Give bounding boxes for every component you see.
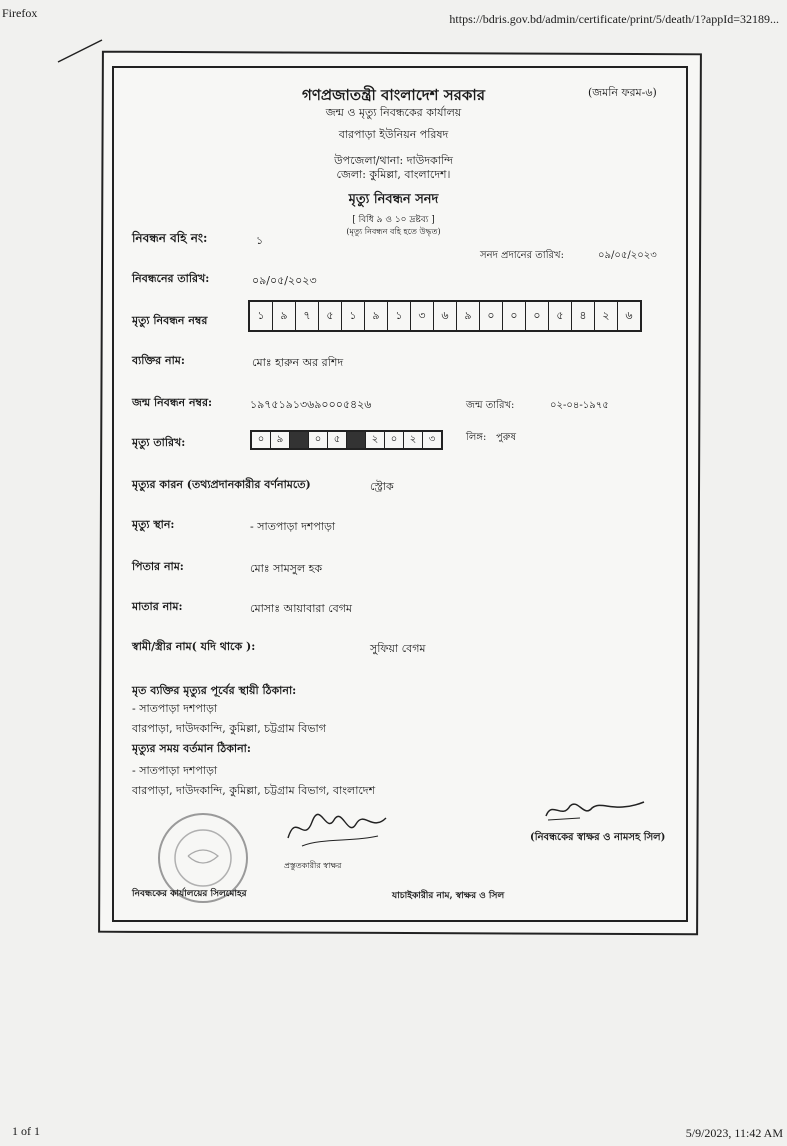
death-date-label: মৃত্যু তারিখ: <box>132 436 186 449</box>
office-name: জন্ম ও মৃত্যু নিবন্ধকের কার্যালয় <box>325 106 462 119</box>
reg-digit-cell: ০ <box>526 302 549 330</box>
reg-digit-cell: ১ <box>250 302 273 330</box>
verifier-caption: যাচাইকারীর নাম, স্বাক্ষর ও সিল <box>392 891 505 901</box>
perm-address-line2: বারপাড়া, দাউদকান্দি, কুমিল্লা, চট্টগ্রাম বিভাগ <box>132 722 326 735</box>
death-date-cell: ০ <box>385 432 404 448</box>
mother-label: মাতার নাম: <box>132 600 183 613</box>
print-timestamp: 5/9/2023, 11:42 AM <box>685 1126 783 1140</box>
death-reg-no-label: মৃত্যু নিবন্ধন নম্বর <box>132 314 208 327</box>
reg-digit-cell: ৭ <box>296 302 319 330</box>
pen-stroke-mark <box>56 38 104 64</box>
name-value: মোঃ হারুন অর রশিদ <box>252 356 344 369</box>
death-date-cell: ০ <box>252 432 271 448</box>
reg-digit-cell: ৯ <box>457 302 480 330</box>
district-line: জেলা: কুমিল্লা, বাংলাদেশ। <box>336 168 451 181</box>
dob-value: ০২-০৪-১৯৭৫ <box>550 400 609 411</box>
reg-digit-cell: ৬ <box>625 308 633 322</box>
book-no-label: নিবন্ধন বহি নং: <box>132 231 208 245</box>
death-date-cell <box>290 432 309 448</box>
mother-value: মোসাঃ আয়াবারা বেগম <box>250 602 353 615</box>
seal-caption: নিবন্ধকের কার্যালয়ের সিলমোহর <box>132 889 247 899</box>
dob-label: জন্ম তারিখ: <box>466 400 515 411</box>
reg-date-value: ০৯/০৫/২০২৩ <box>252 274 317 287</box>
spouse-value: সুফিয়া বেগম <box>370 642 426 655</box>
place-label: মৃত্যু স্থান: <box>132 518 175 531</box>
reg-digit-cell: ৯ <box>365 302 388 330</box>
death-date-boxes <box>250 430 443 450</box>
page-url: https://bdris.gov.bd/admin/certificate/print/5/death/1?appId=32189... <box>449 12 779 26</box>
reg-digit-cell: ৯ <box>273 302 296 330</box>
current-address-line2: বারপাড়া, দাউদকান্দি, কুমিল্লা, চট্টগ্রাম বিভাগ, বাংলাদেশ <box>132 784 376 797</box>
perm-address-line1: - সাতপাড়া দশপাড়া <box>132 702 218 715</box>
reg-digit-cell: ০ <box>503 302 526 330</box>
place-value: - সাতপাড়া দশপাড়া <box>250 520 336 533</box>
sex-label: লিঙ্গ: <box>466 432 487 443</box>
current-address-line1: - সাতপাড়া দশপাড়া <box>132 764 218 777</box>
page-count: 1 of 1 <box>12 1124 40 1138</box>
upazila-line: উপজেলা/থানা: দাউদকান্দি <box>334 154 453 167</box>
form-number: (জমনি ফরম-৬) <box>588 86 657 99</box>
reg-digit-cell: ০ <box>480 302 503 330</box>
certificate-heading: মৃত্যু নিবন্ধন সনদ <box>348 192 439 207</box>
reg-digit-cell: ২ <box>595 302 618 330</box>
registrar-signature <box>540 796 650 826</box>
union-name: বারপাড়া ইউনিয়ন পরিষদ <box>338 128 449 141</box>
issue-date-value: ০৯/০৫/২০২৩ <box>598 250 657 261</box>
death-reg-no-boxes <box>248 300 642 332</box>
father-label: পিতার নাম: <box>132 560 184 573</box>
reg-digit-cell: ৪ <box>572 302 595 330</box>
preparer-signature <box>282 808 392 852</box>
government-title: গণপ্রজাতন্ত্রী বাংলাদেশ সরকার <box>302 86 485 104</box>
birth-reg-value: ১৯৭৫১৯১৩৬৯০০০৫৪২৬ <box>250 398 372 411</box>
name-label: ব্যক্তির নাম: <box>132 354 185 367</box>
death-date-cell: ৫ <box>328 432 347 448</box>
current-address-label: মৃত্যুর সময় বর্তমান ঠিকানা: <box>132 742 251 755</box>
cause-value: স্ট্রোক <box>370 480 394 493</box>
book-note: (মৃত্যু নিবন্ধন বহি হতে উদ্ধৃত) <box>346 227 441 236</box>
death-date-cell: ০ <box>309 432 328 448</box>
reg-digit-cell: ৬ <box>434 302 457 330</box>
sex-value: পুরুষ <box>496 432 516 443</box>
birth-reg-label: জন্ম নিবন্ধন নম্বর: <box>132 396 213 409</box>
death-date-cell: ৯ <box>271 432 290 448</box>
rule-note: [ বিধি ৯ ও ১০ দ্রষ্টব্য ] <box>352 215 435 225</box>
cause-label: মৃত্যুর কারন (তথ্যপ্রদানকারীর বর্ণনামতে) <box>132 478 311 491</box>
book-no-value: ১ <box>256 234 264 247</box>
death-date-cell: ২ <box>404 432 423 448</box>
reg-digit-cell: ৩ <box>411 302 434 330</box>
reg-digit-cell: ১ <box>342 302 365 330</box>
father-value: মোঃ সামসুল হক <box>250 562 323 575</box>
death-date-cell: ৩ <box>428 433 436 445</box>
reg-digit-cell: ১ <box>388 302 411 330</box>
reg-date-label: নিবন্ধনের তারিখ: <box>132 272 210 285</box>
spouse-label: স্বামী/স্ত্রীর নাম( যদি থাকে ): <box>132 640 256 653</box>
preparer-caption: প্রস্তুতকারীর স্বাক্ষর <box>284 861 342 870</box>
death-date-cell <box>347 432 366 448</box>
browser-title: Firefox <box>2 6 38 20</box>
issue-date-label: সনদ প্রদানের তারিখ: <box>480 250 564 261</box>
reg-digit-cell: ৫ <box>319 302 342 330</box>
perm-address-label: মৃত ব্যক্তির মৃত্যুর পূর্বের স্থায়ী ঠিকানা: <box>132 684 297 697</box>
registrar-caption: (নিবন্ধকের স্বাক্ষর ও নামসহ সিল) <box>530 832 666 843</box>
death-date-cell: ২ <box>366 432 385 448</box>
reg-digit-cell: ৫ <box>549 302 572 330</box>
